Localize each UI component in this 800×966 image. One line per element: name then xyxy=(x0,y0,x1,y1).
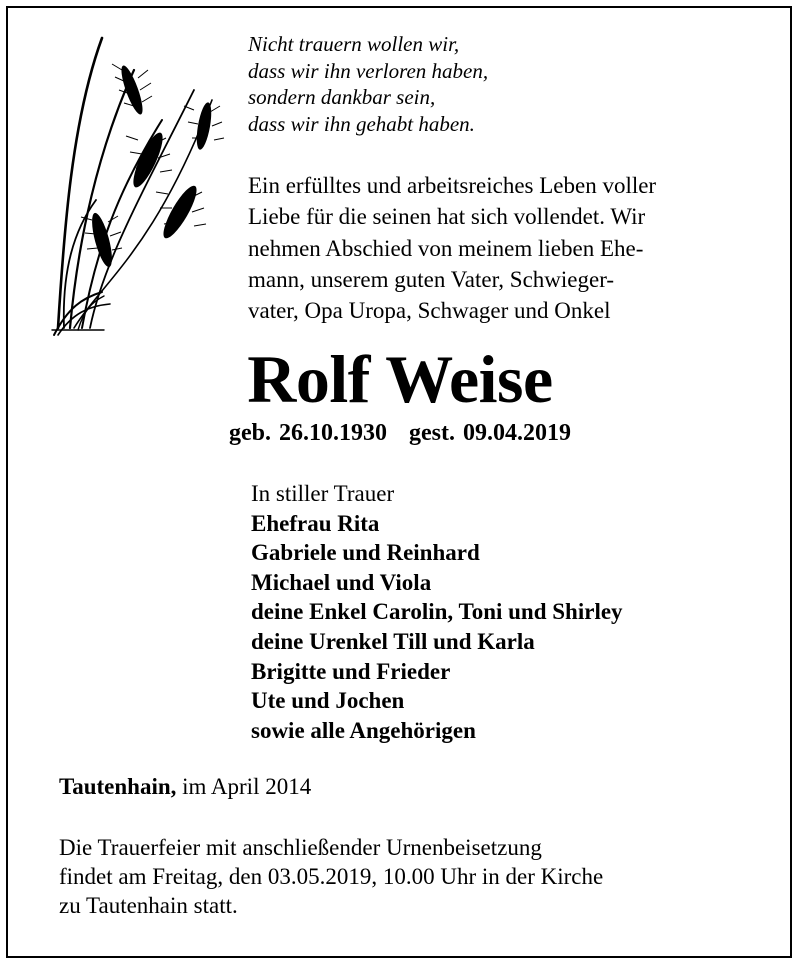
poem-line: dass wir ihn verloren haben, xyxy=(248,58,489,83)
mourner-entry: Michael und Viola xyxy=(251,569,432,595)
death-date: gest. 09.04.2019 xyxy=(409,420,571,446)
service-line: zu Tautenhain statt. xyxy=(59,893,238,918)
intro-line: vater, Opa Uropa, Schwager und Onkel xyxy=(248,298,611,324)
mourner-entry: Ehefrau Rita xyxy=(251,510,380,536)
place-and-date xyxy=(59,772,311,802)
birth-date: geb. 26.10.1930 xyxy=(229,420,387,446)
service-line: Die Trauerfeier mit anschließender Urnenbeisetzung xyxy=(59,835,542,860)
place-name: Tautenhain, xyxy=(59,774,177,799)
intro-line: mann, unserem guten Vater, Schwieger- xyxy=(248,266,615,292)
mourner-entry: Brigitte und Frieder xyxy=(251,658,451,684)
intro-text xyxy=(248,170,656,326)
mourner-entry: Ute und Jochen xyxy=(251,688,405,714)
notice-date: im April 2014 xyxy=(182,774,312,799)
intro-line: nehmen Abschied von meinem lieben Ehe- xyxy=(248,235,644,261)
poem-line: Nicht trauern wollen wir, xyxy=(248,32,460,56)
memorial-poem xyxy=(248,31,488,137)
intro-line: Ein erfülltes und arbeitsreiches Leben voller xyxy=(248,173,657,198)
mourner-entry: sowie alle Angehörigen xyxy=(251,717,476,743)
poem-line: sondern dankbar sein, xyxy=(248,85,436,110)
mourner-entry: deine Enkel Carolin, Toni und Shirley xyxy=(251,599,623,625)
mourners-list xyxy=(251,479,623,745)
mourner-entry: deine Urenkel Till und Karla xyxy=(251,628,535,654)
funeral-service-info xyxy=(59,833,603,920)
intro-line: Liebe für die seinen hat sich vollendet. Wir xyxy=(248,204,646,230)
mourner-entry: Gabriele und Reinhard xyxy=(251,540,480,566)
wheat-grain-icon xyxy=(44,30,244,340)
mourners-heading: In stiller Trauer xyxy=(251,481,395,506)
life-dates xyxy=(0,418,800,448)
service-line: findet am Freitag, den 03.05.2019, 10.00 Uhr in der Kirche xyxy=(59,864,604,889)
deceased-name: Rolf Weise xyxy=(247,341,553,417)
poem-line: dass wir ihn gehabt haben. xyxy=(248,111,475,136)
